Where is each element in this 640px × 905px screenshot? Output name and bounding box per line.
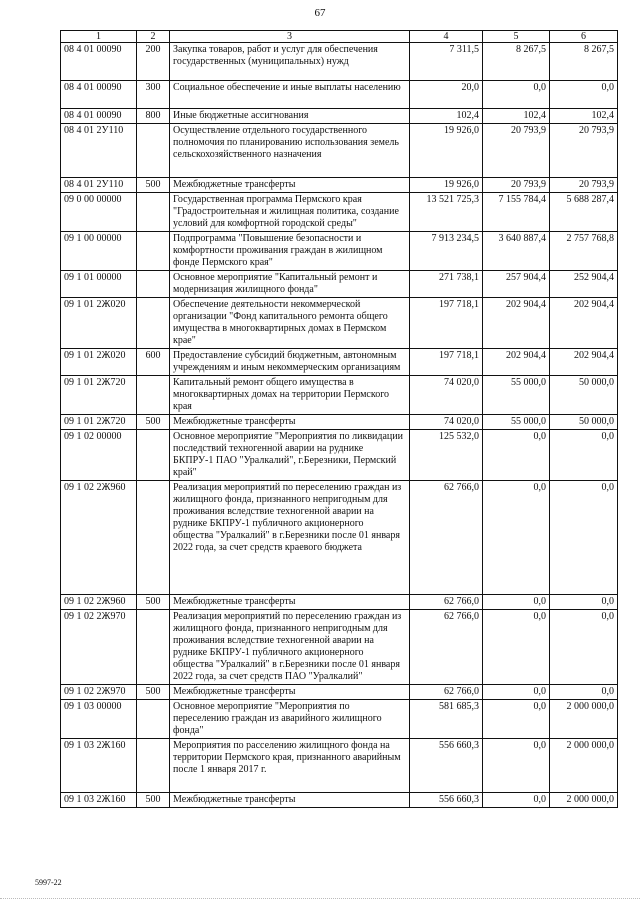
row-name: Межбюджетные трансферты (170, 415, 410, 430)
row-expense-type (137, 193, 170, 232)
row-value-col5: 3 640 887,4 (483, 232, 550, 271)
row-code: 09 1 02 2Ж960 (61, 595, 137, 610)
table-row (61, 685, 618, 700)
page-number: 67 (314, 7, 326, 19)
row-value-col5: 55 000,0 (483, 376, 550, 415)
header-col-4: 4 (410, 31, 483, 43)
row-expense-type: 500 (137, 178, 170, 193)
row-value-col5: 0,0 (483, 481, 550, 595)
table-row (61, 415, 618, 430)
row-value-col4: 62 766,0 (410, 481, 483, 595)
row-value-col5: 102,4 (483, 109, 550, 124)
row-value-col5: 0,0 (483, 700, 550, 739)
table-row (61, 298, 618, 349)
table-row (61, 193, 618, 232)
row-value-col4: 197 718,1 (410, 298, 483, 349)
header-col-3: 3 (170, 31, 410, 43)
row-value-col6: 202 904,4 (550, 349, 618, 376)
row-value-col6: 2 757 768,8 (550, 232, 618, 271)
row-value-col4: 102,4 (410, 109, 483, 124)
row-expense-type (137, 481, 170, 595)
row-name: Обеспечение деятельности некоммерческой организации "Фонд капитального ремонта общего имущества в многоквартирных домах в Пермском крае" (170, 298, 410, 349)
row-value-col4: 13 521 725,3 (410, 193, 483, 232)
row-value-col6: 0,0 (550, 610, 618, 685)
row-expense-type (137, 430, 170, 481)
table-row (61, 349, 618, 376)
table-row (61, 81, 618, 109)
row-value-col5: 55 000,0 (483, 415, 550, 430)
row-expense-type: 500 (137, 595, 170, 610)
row-code: 08 4 01 00090 (61, 81, 137, 109)
row-value-col4: 74 020,0 (410, 376, 483, 415)
row-code: 09 1 02 2Ж970 (61, 610, 137, 685)
row-value-col4: 271 738,1 (410, 271, 483, 298)
header-col-5: 5 (483, 31, 550, 43)
table-row (61, 43, 618, 81)
row-expense-type (137, 739, 170, 793)
row-code: 09 1 03 2Ж160 (61, 793, 137, 808)
row-value-col6: 252 904,4 (550, 271, 618, 298)
row-code: 09 1 01 2Ж720 (61, 415, 137, 430)
row-name: Иные бюджетные ассигнования (170, 109, 410, 124)
row-name: Межбюджетные трансферты (170, 685, 410, 700)
table-row (61, 700, 618, 739)
table-row (61, 430, 618, 481)
row-name: Капитальный ремонт общего имущества в многоквартирных домах на территории Пермского края (170, 376, 410, 415)
row-value-col4: 125 532,0 (410, 430, 483, 481)
row-value-col6: 102,4 (550, 109, 618, 124)
row-name: Государственная программа Пермского края "Градостроительная и жилищная политика, создание условий для комфортной городской среды" (170, 193, 410, 232)
row-expense-type: 300 (137, 81, 170, 109)
row-value-col4: 19 926,0 (410, 124, 483, 178)
row-value-col6: 50 000,0 (550, 415, 618, 430)
budget-table (60, 30, 618, 808)
row-value-col6: 20 793,9 (550, 124, 618, 178)
row-code: 09 1 02 2Ж970 (61, 685, 137, 700)
table-row (61, 481, 618, 595)
row-code: 09 1 03 2Ж160 (61, 739, 137, 793)
row-expense-type: 200 (137, 43, 170, 81)
header-col-1: 1 (61, 31, 137, 43)
row-expense-type (137, 376, 170, 415)
row-name: Межбюджетные трансферты (170, 595, 410, 610)
row-value-col6: 2 000 000,0 (550, 700, 618, 739)
row-value-col6: 0,0 (550, 595, 618, 610)
row-value-col4: 197 718,1 (410, 349, 483, 376)
row-name: Предоставление субсидий бюджетным, автономным учреждениям и иным некоммерческим организациям (170, 349, 410, 376)
row-value-col4: 7 913 234,5 (410, 232, 483, 271)
row-name: Межбюджетные трансферты (170, 178, 410, 193)
table-row (61, 271, 618, 298)
row-value-col6: 50 000,0 (550, 376, 618, 415)
row-value-col5: 0,0 (483, 793, 550, 808)
row-code: 08 4 01 2У110 (61, 178, 137, 193)
footer-divider (0, 898, 640, 899)
row-value-col4: 74 020,0 (410, 415, 483, 430)
row-code: 09 1 01 2Ж020 (61, 298, 137, 349)
row-expense-type (137, 124, 170, 178)
row-value-col4: 62 766,0 (410, 595, 483, 610)
row-expense-type (137, 298, 170, 349)
row-expense-type: 500 (137, 793, 170, 808)
row-name: Реализация мероприятий по переселению граждан из жилищного фонда, признанного непригодным для проживания вследствие техногенной аварии на руднике БКПРУ-1 публичного акционерного общества "Уралкалий" в г.Березники после 01 января 2022 года, за счет средств краевого бюджета (170, 481, 410, 595)
row-value-col5: 0,0 (483, 685, 550, 700)
row-code: 08 4 01 00090 (61, 43, 137, 81)
row-code: 08 4 01 2У110 (61, 124, 137, 178)
row-name: Основное мероприятие "Мероприятия по переселению граждан из аварийного жилищного фонда" (170, 700, 410, 739)
row-value-col5: 257 904,4 (483, 271, 550, 298)
row-value-col5: 202 904,4 (483, 349, 550, 376)
row-value-col6: 5 688 287,4 (550, 193, 618, 232)
row-expense-type (137, 610, 170, 685)
row-value-col5: 0,0 (483, 595, 550, 610)
row-code: 09 1 03 00000 (61, 700, 137, 739)
table-row (61, 376, 618, 415)
row-value-col6: 0,0 (550, 685, 618, 700)
row-expense-type (137, 232, 170, 271)
row-value-col4: 62 766,0 (410, 610, 483, 685)
row-value-col5: 20 793,9 (483, 178, 550, 193)
header-col-2: 2 (137, 31, 170, 43)
table-row (61, 178, 618, 193)
row-code: 09 1 01 2Ж720 (61, 376, 137, 415)
row-name: Подпрограмма "Повышение безопасности и комфортности проживания граждан в жилищном фонде Пермского края" (170, 232, 410, 271)
row-expense-type: 600 (137, 349, 170, 376)
row-value-col6: 2 000 000,0 (550, 793, 618, 808)
row-name: Социальное обеспечение и иные выплаты населению (170, 81, 410, 109)
row-code: 09 1 02 2Ж960 (61, 481, 137, 595)
table-row (61, 610, 618, 685)
row-name: Мероприятия по расселению жилищного фонда на территории Пермского края, признанного аварийным после 1 января 2017 г. (170, 739, 410, 793)
row-value-col4: 556 660,3 (410, 739, 483, 793)
table-row (61, 595, 618, 610)
table-row (61, 793, 618, 808)
row-value-col4: 62 766,0 (410, 685, 483, 700)
row-value-col5: 0,0 (483, 739, 550, 793)
row-name: Закупка товаров, работ и услуг для обеспечения государственных (муниципальных) нужд (170, 43, 410, 81)
row-value-col5: 0,0 (483, 610, 550, 685)
row-value-col6: 20 793,9 (550, 178, 618, 193)
row-value-col4: 581 685,3 (410, 700, 483, 739)
row-name: Реализация мероприятий по переселению граждан из жилищного фонда, признанного непригодным для проживания вследствие техногенной аварии на руднике БКПРУ-1 публичного акционерного общества "Уралкалий" в г.Березники после 01 января 2022 года, за счет средств ПАО "Уралкалий" (170, 610, 410, 685)
row-expense-type: 800 (137, 109, 170, 124)
row-value-col6: 202 904,4 (550, 298, 618, 349)
row-name: Основное мероприятие "Капитальный ремонт и модернизация жилищного фонда" (170, 271, 410, 298)
document-number: 5997-22 (35, 878, 62, 887)
row-value-col5: 0,0 (483, 81, 550, 109)
row-value-col4: 20,0 (410, 81, 483, 109)
row-value-col6: 0,0 (550, 430, 618, 481)
row-expense-type (137, 271, 170, 298)
row-code: 09 1 01 00000 (61, 271, 137, 298)
row-value-col6: 8 267,5 (550, 43, 618, 81)
row-expense-type (137, 700, 170, 739)
row-code: 08 4 01 00090 (61, 109, 137, 124)
row-value-col6: 0,0 (550, 481, 618, 595)
row-expense-type: 500 (137, 685, 170, 700)
row-value-col6: 2 000 000,0 (550, 739, 618, 793)
row-value-col5: 0,0 (483, 430, 550, 481)
row-value-col6: 0,0 (550, 81, 618, 109)
header-col-6: 6 (550, 31, 618, 43)
table-row (61, 739, 618, 793)
table-row (61, 232, 618, 271)
row-code: 09 1 02 00000 (61, 430, 137, 481)
table-row (61, 124, 618, 178)
row-name: Основное мероприятие "Мероприятия по ликвидации последствий техногенной аварии на руднике БКПРУ-1 ПАО "Уралкалий", г.Березники, Пермский край" (170, 430, 410, 481)
row-name: Осуществление отдельного государственного полномочия по планированию использования земель сельскохозяйственного назначения (170, 124, 410, 178)
row-code: 09 1 01 2Ж020 (61, 349, 137, 376)
table-row (61, 109, 618, 124)
row-value-col5: 7 155 784,4 (483, 193, 550, 232)
row-code: 09 1 00 00000 (61, 232, 137, 271)
row-value-col4: 556 660,3 (410, 793, 483, 808)
row-value-col4: 19 926,0 (410, 178, 483, 193)
table-header-row (61, 31, 618, 43)
row-value-col5: 8 267,5 (483, 43, 550, 81)
row-value-col5: 202 904,4 (483, 298, 550, 349)
row-expense-type: 500 (137, 415, 170, 430)
row-value-col5: 20 793,9 (483, 124, 550, 178)
row-code: 09 0 00 00000 (61, 193, 137, 232)
row-name: Межбюджетные трансферты (170, 793, 410, 808)
row-value-col4: 7 311,5 (410, 43, 483, 81)
